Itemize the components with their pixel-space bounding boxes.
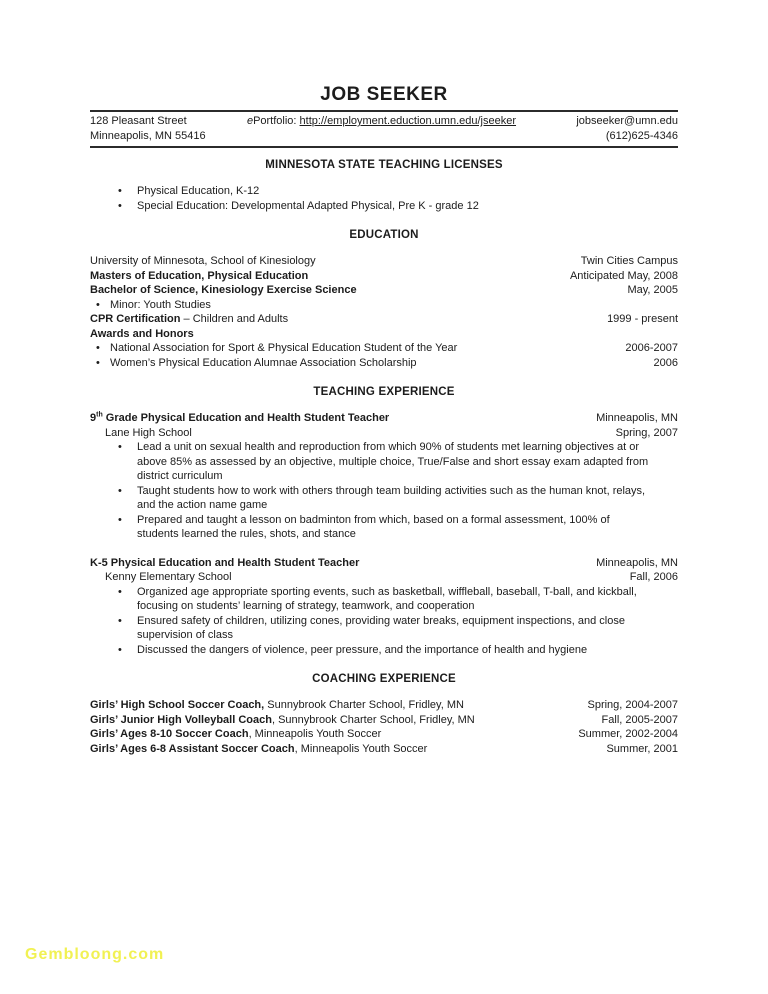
coaching-block — [90, 698, 678, 756]
coaching-role-org: , Minneapolis Youth Soccer — [294, 742, 428, 755]
coaching-role-org: Sunnybrook Charter School, Fridley, MN — [264, 699, 464, 711]
phone: (612)625-4346 — [605, 130, 678, 142]
job-bullet — [118, 440, 678, 484]
job-title-row — [90, 411, 678, 426]
coaching-date: Summer, 2002-2004 — [578, 728, 678, 740]
section-heading-licenses: MINNESOTA STATE TEACHING LICENSES — [265, 159, 503, 171]
license-item-text: • Physical Education, K-12 — [137, 185, 260, 197]
header-rule-bottom — [90, 146, 678, 148]
education-row — [90, 269, 678, 284]
coaching-role-org: , Sunnybrook Charter School, Fridley, MN — [271, 713, 475, 726]
job-bullet-text: • Discussed the dangers of violence, peer pressure, and the importance of health and hygiene — [137, 643, 588, 656]
coaching-date: Spring, 2004-2007 — [587, 699, 678, 711]
job-title-ordinal: th — [96, 411, 103, 419]
job-school: Kenny Elementary School — [105, 571, 232, 583]
award-row — [90, 341, 678, 356]
education-institution: University of Minnesota, School of Kinesiology — [90, 255, 316, 267]
education-degree: Bachelor of Science, Kinesiology Exercise Science — [90, 284, 357, 296]
coaching-role — [90, 713, 590, 728]
cpr-text — [90, 312, 595, 327]
awards-heading: Awards and Honors — [90, 327, 194, 340]
education-date: Twin Cities Campus — [580, 255, 678, 267]
job-bullet-text: • Lead a unit on sexual health and reproduction from which 90% of students met learning objectives at or above 85% as assessed by an objective, multiple choice, True/False and short essay exam adapted from district curriculum — [137, 441, 649, 482]
license-item — [118, 184, 678, 199]
coaching-row — [90, 727, 678, 742]
coaching-role-title: Girls’ Ages 8-10 Soccer Coach — [90, 728, 249, 740]
coaching-role — [90, 742, 594, 757]
eportfolio-link[interactable]: http://employment.eduction.umn.edu/jseeker — [299, 115, 517, 127]
address-line2: Minneapolis, MN 55416 — [90, 130, 206, 142]
award-date: 2006 — [653, 356, 678, 369]
award-date: 2006-2007 — [625, 342, 678, 354]
cpr-row — [90, 312, 678, 327]
contact-row-1 — [90, 114, 678, 129]
job-bullet — [118, 484, 678, 513]
job-title: K-5 Physical Education and Health Student Teacher — [90, 556, 360, 569]
job-bullet — [118, 614, 678, 643]
coaching-row — [90, 742, 678, 757]
address-line1: 128 Pleasant Street — [90, 115, 187, 127]
eportfolio-label: Portfolio: — [253, 115, 297, 127]
teaching-job — [90, 556, 678, 658]
license-item — [118, 199, 678, 214]
education-block — [90, 254, 678, 370]
job-date: Fall, 2006 — [629, 571, 678, 583]
job-title — [90, 411, 584, 426]
resume-name: JOB SEEKER — [320, 84, 448, 105]
cpr-detail: – Children and Adults — [180, 313, 289, 325]
job-title-rest: Grade Physical Education and Health Student Teacher — [102, 412, 390, 424]
section-heading-education: EDUCATION — [349, 229, 419, 241]
coaching-role-title: Girls’ Junior High Volleyball Coach — [90, 713, 272, 726]
coaching-row — [90, 698, 678, 713]
licenses-list — [90, 184, 678, 213]
job-date: Spring, 2007 — [615, 426, 678, 439]
education-date: Anticipated May, 2008 — [569, 269, 678, 282]
coaching-role-org: , Minneapolis Youth Soccer — [248, 728, 382, 740]
job-bullet-text: • Ensured safety of children, utilizing cones, providing water breaks, equipment inspections, and close supervision of class — [137, 614, 625, 641]
job-bullet — [118, 585, 678, 614]
job-bullet-text: • Prepared and taught a lesson on badminton from which, based on a formal assessment, 100% of students learned the rules, shots, and stance — [137, 513, 610, 540]
cpr-date: 1999 - present — [607, 313, 678, 325]
section-heading-coaching: COACHING EXPERIENCE — [312, 673, 456, 685]
education-row — [90, 283, 678, 298]
job-school: Lane High School — [105, 426, 192, 439]
job-title-prefix: 9 — [90, 412, 97, 424]
education-minor-text: • Minor: Youth Studies — [110, 298, 211, 311]
job-bullet-text: • Taught students how to work with others through team building activities such as the human knot, relays, and the action name game — [137, 484, 646, 511]
job-school-row — [90, 570, 678, 585]
contact-block — [90, 112, 678, 146]
award-item — [90, 356, 642, 371]
education-date: May, 2005 — [627, 284, 678, 296]
job-title-row — [90, 556, 678, 571]
teaching-job — [90, 411, 678, 542]
coaching-row — [90, 713, 678, 728]
coaching-role — [90, 727, 566, 742]
eportfolio — [247, 114, 516, 129]
award-item — [90, 341, 613, 356]
job-bullet — [118, 513, 678, 542]
coaching-date: Fall, 2005-2007 — [601, 713, 678, 726]
education-degree: Masters of Education, Physical Education — [90, 269, 309, 282]
award-text: • Women’s Physical Education Alumnae Association Scholarship — [110, 356, 417, 369]
eportfolio-e: e — [246, 115, 254, 127]
section-heading-teaching: TEACHING EXPERIENCE — [313, 386, 455, 398]
email: jobseeker@umn.edu — [576, 115, 678, 127]
job-bullet-text: • Organized age appropriate sporting events, such as basketball, wiffleball, baseball, T-ball, and kickball, focusing on students’ learning of strategy, teamwork, and cooperation — [137, 585, 637, 612]
coaching-role-title: Girls’ High School Soccer Coach, — [90, 699, 265, 711]
coaching-role-title: Girls’ Ages 6-8 Assistant Soccer Coach — [90, 742, 295, 755]
job-location: Minneapolis, MN — [596, 412, 678, 424]
award-text: • National Association for Sport & Physical Education Student of the Year — [110, 342, 458, 354]
cpr-title: CPR Certification — [90, 313, 181, 325]
coaching-date: Summer, 2001 — [606, 742, 678, 755]
education-minor — [90, 298, 678, 313]
teaching-block — [90, 411, 678, 657]
job-location: Minneapolis, MN — [596, 556, 678, 569]
award-row — [90, 356, 678, 371]
coaching-role — [90, 698, 575, 713]
job-school-row — [90, 426, 678, 441]
job-bullet — [118, 643, 678, 658]
contact-row-2 — [90, 129, 678, 144]
watermark: Gembloong.com — [25, 946, 165, 963]
license-item-text: • Special Education: Developmental Adapted Physical, Pre K - grade 12 — [137, 199, 479, 212]
education-row — [90, 254, 678, 269]
